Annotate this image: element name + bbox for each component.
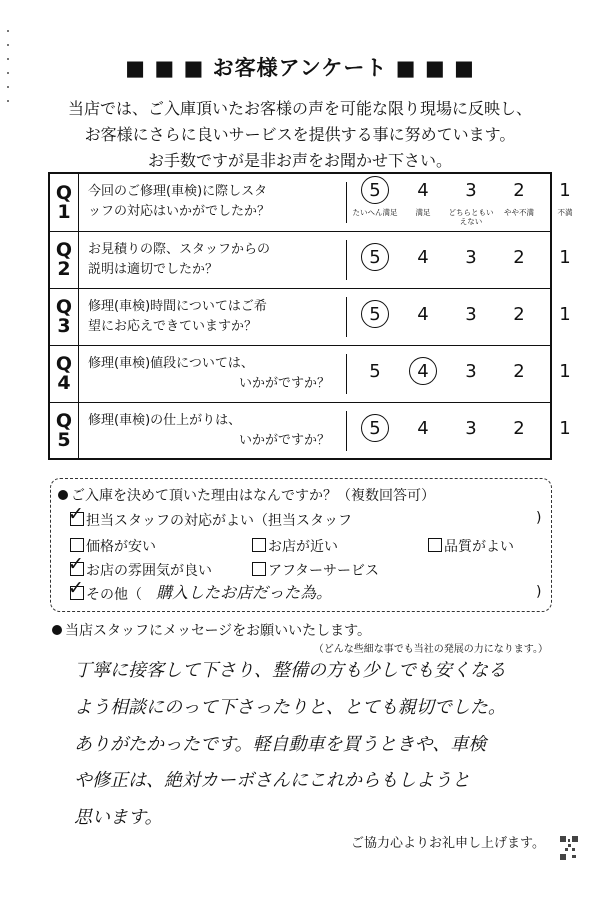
message-line: や修正は、絶対カーボさんにこれからもしようと bbox=[74, 770, 470, 791]
rating-option-3[interactable]: 3 bbox=[465, 247, 477, 268]
questionnaire-table bbox=[48, 172, 573, 460]
rating-option-2[interactable]: 2 bbox=[513, 304, 525, 325]
intro-line: お手数ですが是非お声をお聞かせ下さい。 bbox=[147, 151, 452, 170]
option-staff[interactable]: ✓ 担当スタッフの対応がよい（担当スタッフ bbox=[68, 503, 352, 529]
question-text bbox=[88, 297, 336, 337]
checkbox-quality[interactable] bbox=[428, 538, 442, 552]
option-quality[interactable]: 品質がよい bbox=[428, 536, 514, 556]
selected-rating-circle bbox=[361, 300, 389, 328]
question-row bbox=[50, 288, 571, 345]
message-line: ありがたかったです。軽自動車を買うときや、車検 bbox=[74, 734, 487, 755]
question-number: 2 bbox=[57, 258, 71, 280]
rating-scale bbox=[355, 232, 571, 288]
checkmark-icon: ✓ bbox=[68, 577, 84, 599]
question-text bbox=[88, 182, 336, 222]
question-number: 1 bbox=[57, 200, 71, 223]
rating-option-3[interactable]: 3 bbox=[465, 418, 477, 439]
checkmark-icon: ✓ bbox=[68, 503, 84, 525]
rating-label: たいへん満足 bbox=[352, 208, 398, 217]
checkbox-near[interactable] bbox=[252, 538, 266, 552]
message-label: 当店スタッフにメッセージをお願いいたします。 bbox=[52, 620, 371, 640]
rating-scale bbox=[355, 403, 571, 459]
message-line: 丁寧に接客して下さり、整備の方も少しでも安くなる bbox=[74, 660, 506, 681]
checkbox-price[interactable] bbox=[70, 538, 84, 552]
rating-label: 不満 bbox=[557, 208, 573, 217]
option-other[interactable]: ✓ その他（ bbox=[68, 577, 142, 603]
row-divider bbox=[346, 411, 347, 451]
selected-rating-circle bbox=[361, 176, 389, 204]
question-row bbox=[50, 231, 571, 288]
intro-text bbox=[0, 96, 600, 174]
option-price[interactable]: 価格が安い bbox=[70, 536, 156, 556]
question-letter: Q bbox=[55, 410, 73, 432]
thanks-text: ご協力心よりお礼申し上げます。 bbox=[351, 836, 545, 851]
rating-option-5[interactable]: 5 bbox=[369, 180, 381, 201]
rating-option-4[interactable]: 4 bbox=[417, 304, 429, 325]
question-number: 3 bbox=[57, 315, 71, 337]
rating-label: やや不満 bbox=[504, 208, 534, 217]
question-letter: Q bbox=[55, 239, 73, 261]
question-line: 望にお応えできていますか？ bbox=[88, 319, 258, 334]
rating-scale bbox=[352, 174, 573, 231]
question-line: 修理(車検)値段については、 bbox=[88, 356, 254, 371]
reason-question: ご入庫を決めて頂いた理由はなんですか？（複数回答可） bbox=[58, 485, 435, 505]
question-line: ッフの対応はいかがでしたか？ bbox=[88, 204, 271, 219]
question-line: いかがですか？ bbox=[238, 433, 330, 448]
question-number-badge bbox=[50, 403, 79, 459]
bullet-icon bbox=[58, 490, 68, 500]
rating-label: どちらともいえない bbox=[448, 208, 494, 226]
checkmark-icon: ✓ bbox=[68, 553, 84, 575]
row-divider bbox=[346, 354, 347, 394]
rating-option-1[interactable]: 1 bbox=[559, 304, 571, 325]
rating-option-4[interactable]: 4 bbox=[417, 418, 429, 439]
rating-label: 満足 bbox=[415, 208, 431, 217]
rating-option-4[interactable]: 4 bbox=[417, 361, 429, 382]
rating-option-2[interactable]: 2 bbox=[513, 361, 525, 382]
question-line: 説明は適切でしたか？ bbox=[88, 262, 219, 277]
rating-scale bbox=[355, 346, 571, 402]
close-paren: ) bbox=[536, 510, 542, 526]
question-text bbox=[88, 240, 336, 280]
question-letter: Q bbox=[55, 353, 73, 375]
option-after-service[interactable]: アフターサービス bbox=[252, 560, 379, 580]
row-divider bbox=[346, 182, 347, 223]
rating-option-2[interactable]: 2 bbox=[513, 247, 525, 268]
question-number-badge bbox=[50, 289, 79, 345]
question-row bbox=[50, 174, 573, 231]
rating-option-4[interactable]: 4 bbox=[417, 247, 429, 268]
rating-option-4[interactable]: 4 bbox=[417, 180, 429, 201]
rating-option-1[interactable]: 1 bbox=[559, 247, 571, 268]
checkbox-staff[interactable] bbox=[68, 503, 84, 526]
question-line: いかがですか？ bbox=[238, 376, 330, 391]
question-line: お見積りの際、スタッフからの bbox=[88, 242, 271, 257]
message-subnote: （どんな些細な事でも当社の発展の力になります。） bbox=[313, 644, 548, 655]
selected-rating-circle bbox=[361, 243, 389, 271]
option-atmosphere[interactable]: ✓ お店の雰囲気が良い bbox=[68, 553, 212, 579]
rating-option-2[interactable]: 2 bbox=[513, 180, 525, 201]
qr-code-icon bbox=[560, 836, 578, 860]
question-line: 今回のご修理(車検)に際しスタ bbox=[88, 184, 268, 199]
question-number-badge bbox=[50, 346, 79, 402]
rating-option-2[interactable]: 2 bbox=[513, 418, 525, 439]
question-row bbox=[50, 345, 571, 402]
question-row bbox=[50, 402, 571, 459]
question-number: 4 bbox=[57, 372, 71, 394]
checkbox-after-service[interactable] bbox=[252, 562, 266, 576]
question-number: 5 bbox=[57, 429, 71, 451]
selected-rating-circle bbox=[361, 414, 389, 442]
message-line: よう相談にのって下さったりと、とても親切でした。 bbox=[74, 697, 506, 718]
question-number-badge bbox=[50, 174, 79, 231]
other-handwritten-answer: 購入したお店だった為。 bbox=[156, 583, 333, 602]
rating-option-5[interactable]: 5 bbox=[369, 304, 381, 325]
row-divider bbox=[346, 240, 347, 280]
checkbox-atmosphere[interactable] bbox=[68, 553, 84, 576]
bullet-icon bbox=[52, 625, 62, 635]
message-line: 思います。 bbox=[74, 807, 163, 828]
rating-option-1[interactable]: 1 bbox=[559, 180, 571, 201]
intro-line: お客様にさらに良いサービスを提供する事に努めています。 bbox=[84, 125, 516, 144]
question-letter: Q bbox=[55, 181, 73, 204]
page-title: ■ ■ ■ お客様アンケート ■ ■ ■ bbox=[125, 56, 475, 80]
rating-option-5[interactable]: 5 bbox=[369, 418, 381, 439]
rating-scale bbox=[355, 289, 571, 345]
question-number-badge bbox=[50, 232, 79, 288]
checkbox-other[interactable] bbox=[68, 577, 84, 600]
question-letter: Q bbox=[55, 296, 73, 318]
question-line: 修理(車検)時間についてはご希 bbox=[88, 299, 267, 314]
selected-rating-circle bbox=[409, 357, 437, 385]
rating-option-3[interactable]: 3 bbox=[465, 304, 477, 325]
intro-line: 当店では、ご入庫頂いたお客様の声を可能な限り現場に反映し、 bbox=[67, 99, 532, 118]
rating-option-1[interactable]: 1 bbox=[559, 418, 571, 439]
rating-option-3[interactable]: 3 bbox=[465, 180, 477, 201]
question-text bbox=[88, 354, 336, 394]
rating-option-3[interactable]: 3 bbox=[465, 361, 477, 382]
question-text bbox=[88, 411, 336, 451]
question-line: 修理(車検)の仕上がりは、 bbox=[88, 413, 242, 428]
rating-option-1[interactable]: 1 bbox=[559, 361, 571, 382]
rating-option-5[interactable]: 5 bbox=[369, 361, 381, 382]
row-divider bbox=[346, 297, 347, 337]
option-near[interactable]: お店が近い bbox=[252, 536, 338, 556]
close-paren: ) bbox=[536, 584, 542, 600]
rating-option-5[interactable]: 5 bbox=[369, 247, 381, 268]
